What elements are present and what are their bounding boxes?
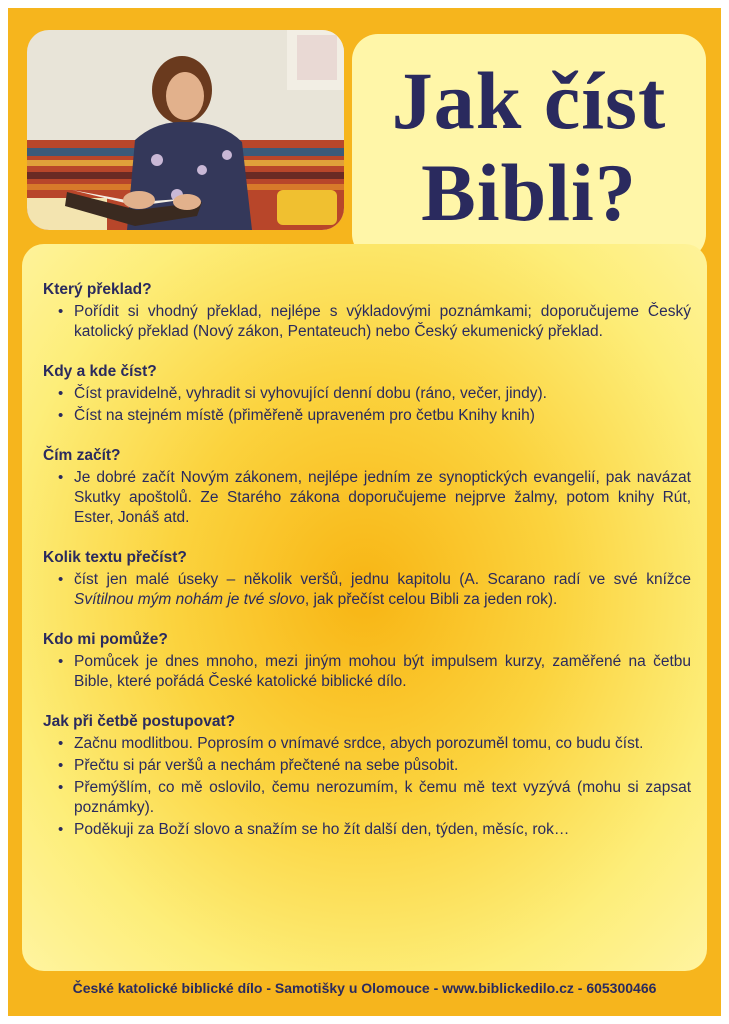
section-heading: Který překlad? bbox=[43, 281, 152, 298]
page-title-line-1: Jak číst bbox=[391, 55, 667, 146]
poster bbox=[8, 8, 721, 1016]
section bbox=[43, 712, 691, 840]
list-item bbox=[43, 384, 691, 404]
bullet-icon: • bbox=[58, 779, 64, 796]
bullet-list bbox=[43, 570, 691, 610]
list-item bbox=[43, 734, 691, 754]
bullet-icon: • bbox=[58, 303, 64, 320]
section bbox=[43, 630, 691, 692]
list-item bbox=[43, 468, 691, 528]
bullet-list bbox=[43, 734, 691, 840]
list-item bbox=[43, 756, 691, 776]
book-title-italic: Svítilnou mým nohám je tvé slovo bbox=[74, 591, 305, 608]
list-item-text: Je dobré začít Novým zákonem, nejlépe jedním ze synoptických evangelií, pak navázat Skutky apoštolů. Ze Starého zákona doporučujeme nejprve žalmy, potom knihy Rút, Ester, Jonáš atd. bbox=[74, 469, 691, 526]
bullet-icon: • bbox=[58, 571, 64, 588]
bullet-list bbox=[43, 652, 691, 692]
content-panel bbox=[22, 244, 707, 971]
list-item-text: Pomůcek je dnes mnoho, mezi jiným mohou být impulsem kurzy, zaměřené na četbu Bible, které pořádá České katolické biblické dílo. bbox=[74, 653, 691, 690]
bullet-icon: • bbox=[58, 821, 64, 838]
section bbox=[43, 548, 691, 610]
footer-contact: České katolické biblické dílo - Samotišky u Olomouce - www.biblickedilo.cz - 605300466 bbox=[72, 980, 657, 996]
list-item bbox=[43, 302, 691, 342]
page-title-line-2: Bibli? bbox=[421, 147, 637, 238]
bullet-icon: • bbox=[58, 385, 64, 402]
section-heading: Kdo mi pomůže? bbox=[43, 631, 168, 648]
bullet-list bbox=[43, 468, 691, 528]
list-item-text: Pořídit si vhodný překlad, nejlépe s výkladovými poznámkami; doporučujeme Český katolický překlad (Nový zákon, Pentateuch) nebo Český ekumenický překlad. bbox=[74, 303, 691, 340]
list-item-text: číst jen malé úseky – několik veršů, jednu kapitolu (A. Scarano radí ve své knížce bbox=[74, 571, 691, 588]
list-item bbox=[43, 406, 691, 426]
list-item bbox=[43, 652, 691, 692]
bullet-list bbox=[43, 302, 691, 342]
list-item-text: Přemýšlím, co mě oslovilo, čemu nerozumím, k čemu mě text vyzývá (mohu si zapsat poznámky). bbox=[74, 779, 691, 816]
bullet-icon: • bbox=[58, 469, 64, 486]
bullet-list bbox=[43, 384, 691, 426]
list-item-text: Číst na stejném místě (přiměřeně upraveném pro četbu Knihy knih) bbox=[74, 407, 535, 424]
section-heading: Kolik textu přečíst? bbox=[43, 549, 187, 566]
section bbox=[43, 280, 691, 342]
list-item-text: , jak přečíst celou Bibli za jeden rok). bbox=[304, 591, 558, 608]
section-heading: Jak při četbě postupovat? bbox=[43, 713, 236, 730]
list-item bbox=[43, 820, 691, 840]
list-item-text: Číst pravidelně, vyhradit si vyhovující denní dobu (ráno, večer, jindy). bbox=[74, 385, 547, 402]
photo-illustration bbox=[27, 30, 344, 230]
list-item-text: Začnu modlitbou. Poprosím o vnímavé srdce, abych porozuměl tomu, co budu číst. bbox=[74, 735, 644, 752]
bullet-icon: • bbox=[58, 757, 64, 774]
bullet-icon: • bbox=[58, 653, 64, 670]
section-heading: Kdy a kde číst? bbox=[43, 363, 157, 380]
bullet-icon: • bbox=[58, 735, 64, 752]
title-box bbox=[352, 34, 706, 260]
reading-woman-photo bbox=[27, 30, 344, 230]
section bbox=[43, 362, 691, 426]
section bbox=[43, 446, 691, 528]
list-item bbox=[43, 778, 691, 818]
list-item bbox=[43, 570, 691, 610]
section-heading: Čím začít? bbox=[43, 447, 121, 464]
list-item-text: Přečtu si pár veršů a nechám přečtené na sebe působit. bbox=[74, 757, 459, 774]
bullet-icon: • bbox=[58, 407, 64, 424]
list-item-text: Poděkuji za Boží slovo a snažím se ho žít další den, týden, měsíc, rok… bbox=[74, 821, 570, 838]
